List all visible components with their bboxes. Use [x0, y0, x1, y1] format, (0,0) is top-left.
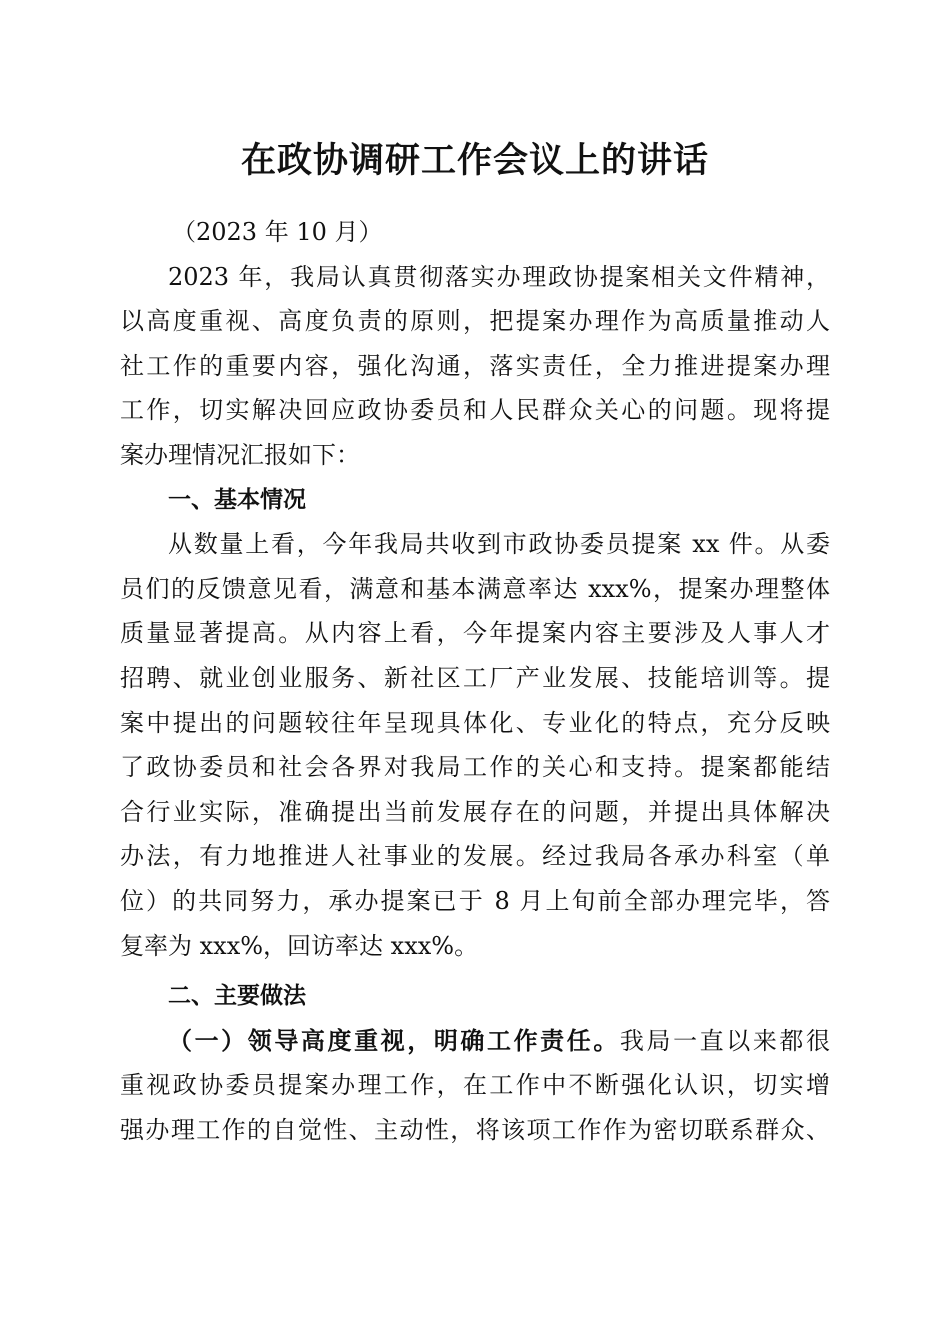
section1-line: 从数量上看，今年我局共收到市政协委员提案 xx 件。从委 [168, 530, 830, 559]
intro-line: 以高度重视、高度负责的原则，把提案办理作为高质量推动人 [120, 307, 830, 336]
section-heading-methods: 二、主要做法 [168, 983, 306, 1010]
intro-line: 案办理情况汇报如下： [120, 440, 360, 469]
section1-line: 位）的共同努力，承办提案已于 8 月上旬前全部办理完毕，答 [120, 886, 830, 915]
section1-line: 了政协委员和社会各界对我局工作的关心和支持。提案都能结 [120, 753, 830, 782]
section1-line: 复率为 xxx%，回访率达 xxx%。 [120, 931, 479, 960]
section1-line: 员们的反馈意见看，满意和基本满意率达 xxx%，提案办理整体 [120, 574, 830, 603]
document-title: 在政协调研工作会议上的讲话 [240, 140, 709, 181]
section2-line: 强办理工作的自觉性、主动性，将该项工作作为密切联系群众、 [120, 1115, 830, 1144]
section1-line: 案中提出的问题较往年呈现具体化、专业化的特点，充分反映 [120, 708, 830, 737]
subsection-line [120, 1019, 830, 1064]
document-date: （2023 年 10 月） [172, 218, 383, 246]
document-body [120, 210, 830, 1152]
intro-line: 工作，切实解决回应政协委员和人民群众关心的问题。现将提 [120, 396, 830, 425]
section2-line: 重视政协委员提案办理工作，在工作中不断强化认识，切实增 [120, 1071, 830, 1100]
subsection-title: （一）领导高度重视，明确工作责任。 [168, 1025, 620, 1055]
intro-line: 社工作的重要内容，强化沟通，落实责任，全力推进提案办理 [120, 351, 830, 380]
section1-line: 招聘、就业创业服务、新社区工厂产业发展、技能培训等。提 [120, 663, 830, 692]
section1-line: 质量显著提高。从内容上看，今年提案内容主要涉及人事人才 [120, 619, 830, 648]
intro-line: 2023 年，我局认真贯彻落实办理政协提案相关文件精神， [168, 262, 830, 291]
subsection-text: 我局一直以来都很 [619, 1026, 831, 1055]
section1-line: 合行业实际，准确提出当前发展存在的问题，并提出具体解决 [120, 797, 830, 826]
section-heading-basic: 一、基本情况 [168, 486, 306, 513]
section1-line: 办法，有力地推进人社事业的发展。经过我局各承办科室（单 [120, 842, 830, 871]
